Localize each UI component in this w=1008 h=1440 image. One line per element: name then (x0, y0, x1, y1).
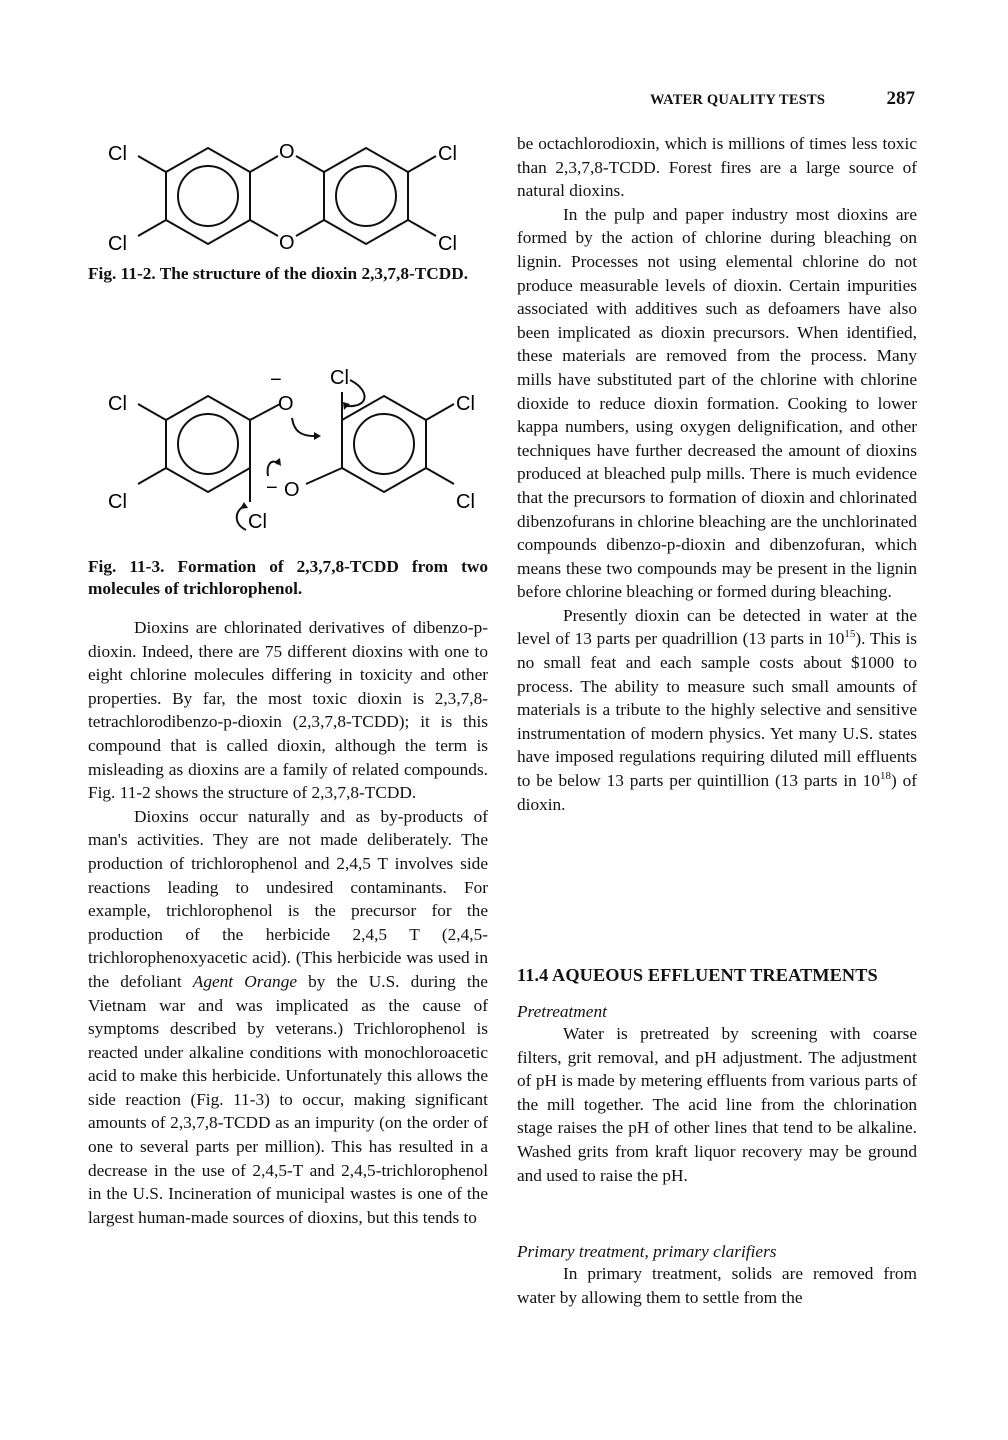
running-head-title: WATER QUALITY TESTS (650, 92, 826, 108)
atom-cl-bottom-right: Cl (456, 491, 475, 513)
atom-cl-top-leaving: Cl (330, 367, 349, 389)
atom-cl-bottom-right: Cl (438, 233, 457, 255)
subhead-primary-treatment: Primary treatment, primary clarifiers (517, 1242, 777, 1261)
dioxin-structure-diagram (88, 128, 488, 260)
atom-o-top: O (278, 393, 294, 415)
subhead-pretreatment: Pretreatment (517, 1002, 607, 1021)
paragraph-primary-treatment: In primary treatment, solids are removed from water by allowing them to settle from the (517, 1264, 917, 1307)
atom-cl-bottom-left: Cl (108, 491, 127, 513)
atom-cl-top-right: Cl (456, 393, 475, 415)
running-head (650, 90, 915, 110)
atom-cl-top-left: Cl (108, 143, 127, 165)
figure-11-2 (88, 128, 488, 260)
paragraph-dioxins-occur (88, 805, 488, 1230)
paragraph-pretreatment: Water is pretreated by screening with coarse filters, grit removal, and pH adjustment. The adjustment of pH is made by metering effluents from various parts of the mill together. The acid line from the chlorination stage raises the pH of other lines that tend to be alkaline. Washed grits from kraft liquor recovery may be ground and used to raise the pH. (517, 1024, 917, 1185)
atom-o-bottom: O (284, 479, 300, 501)
page-number: 287 (886, 88, 915, 109)
left-body-text (88, 616, 488, 1229)
charge-minus-top: − (270, 369, 282, 391)
atom-cl-top-right: Cl (438, 143, 457, 165)
detection-text-b: ). This is no small feat and each sample costs about $1000 to process. The ability to measure such small amounts of materials is a tribute to the highly selective and sensitive instrumentation of modern physics. Yet many U.S. states have imposed regulations requiring diluted mill effluents to be below 13 parts per quintillion (13 parts in 10 (517, 629, 917, 791)
paragraph-octachlorodioxin: be octachlorodioxin, which is millions of times less toxic than 2,3,7,8-TCDD. Forest fires are a large source of natural dioxins. (517, 134, 917, 201)
tcdd-formation-diagram (88, 352, 488, 552)
section-heading-aqueous-effluent: 11.4 AQUEOUS EFFLUENT TREATMENTS (517, 965, 878, 985)
figure-11-2-caption: Fig. 11-2. The structure of the dioxin 2,3,7,8-TCDD. (88, 264, 469, 283)
superscript-15: 15 (844, 628, 856, 641)
paragraph-detection-levels (517, 604, 917, 816)
atom-o-top: O (279, 141, 295, 163)
atom-cl-bottom-leaving: Cl (248, 511, 267, 533)
paragraph-pulp-paper-industry: In the pulp and paper industry most dioxins are formed by the action of chlorine during bleaching on lignin. Processes not using elemental chlorine do not produce measurable levels of dioxin. Certain impurities associated with additives such as defoamers have also been implicated as dioxin precursors. When identified, these materials are removed from the process. Many mills have substituted part of the chlorine with chlorine dioxide to reduce dioxin formation. Cooking to lower kappa numbers, using oxygen delignification, and other techniques have further decreased the amount of dioxins produced at bleached pulp mills. There is much evidence that the precursors to formation of dioxin and chlorinated dibenzofurans in chlorine bleaching are the unchlorinated compounds dibenzo-p-dioxin and dibenzofuran, which means these two compounds may be present in the lignin before chlorine bleaching or formed during bleaching. (517, 204, 917, 602)
superscript-18: 18 (879, 770, 891, 783)
paragraph-dioxins-derivatives: Dioxins are chlorinated derivatives of dibenzo-p-dioxin. Indeed, there are 75 different dioxins with one to eight chlorine molecules differing in toxicity and other properties. By far, the most toxic dioxin is 2,3,7,8-tetrachlorodibenzo-p-dioxin (2,3,7,8-TCDD); it is this compound that is called dioxin, although the term is misleading as dioxins are a family of related compounds. Fig. 11-2 shows the structure of 2,3,7,8-TCDD. (88, 618, 488, 803)
primary-treatment-section (517, 1242, 917, 1309)
atom-cl-bottom-left: Cl (108, 233, 127, 255)
detection-text-c: ) of dioxin. (517, 771, 917, 814)
detection-text-a: Presently dioxin can be detected in water at the level of 13 parts per quadrillion (13 parts in 10 (517, 605, 917, 649)
right-body-text (517, 132, 917, 816)
agent-orange-term: Agent Orange (192, 971, 298, 991)
paragraph-dioxins-occur-part2: by the U.S. during the Vietnam war and was implicated as the cause of symptoms described by veterans.) Trichlorophenol is reacted under alkaline conditions with monochloroacetic acid to make this herbicide. Unfortunately this allows the side reaction (Fig. 11-3) to occur, making significant amounts of 2,3,7,8-TCDD as an impurity (on the order of one to several parts per million). This has resulted in a decrease in the use of 2,4,5-T and 2,4,5-trichlorophenol in the U.S. Incineration of municipal wastes is one of the largest human-made sources of dioxins, but this tends to (88, 971, 488, 1227)
figure-11-3-caption: Fig. 11-3. Formation of 2,3,7,8-TCDD from two molecules of trichlorophenol. (88, 557, 488, 598)
paragraph-dioxins-occur-part1: Dioxins occur naturally and as by-products of man's activities. They are not made deliberately. The production of trichlorophenol and 2,4,5 T involves side reactions leading to undesired contaminants. For example, trichlorophenol is the precursor for the production of the herbicide 2,4,5 T (2,4,5-trichlorophenoxyacetic acid). (This herbicide was used in the defoliant (88, 806, 488, 991)
charge-minus-bottom: − (266, 477, 278, 499)
pretreatment-section (517, 1002, 917, 1187)
figure-11-3 (88, 352, 488, 552)
atom-cl-top-left: Cl (108, 393, 127, 415)
atom-o-bottom: O (279, 232, 295, 254)
